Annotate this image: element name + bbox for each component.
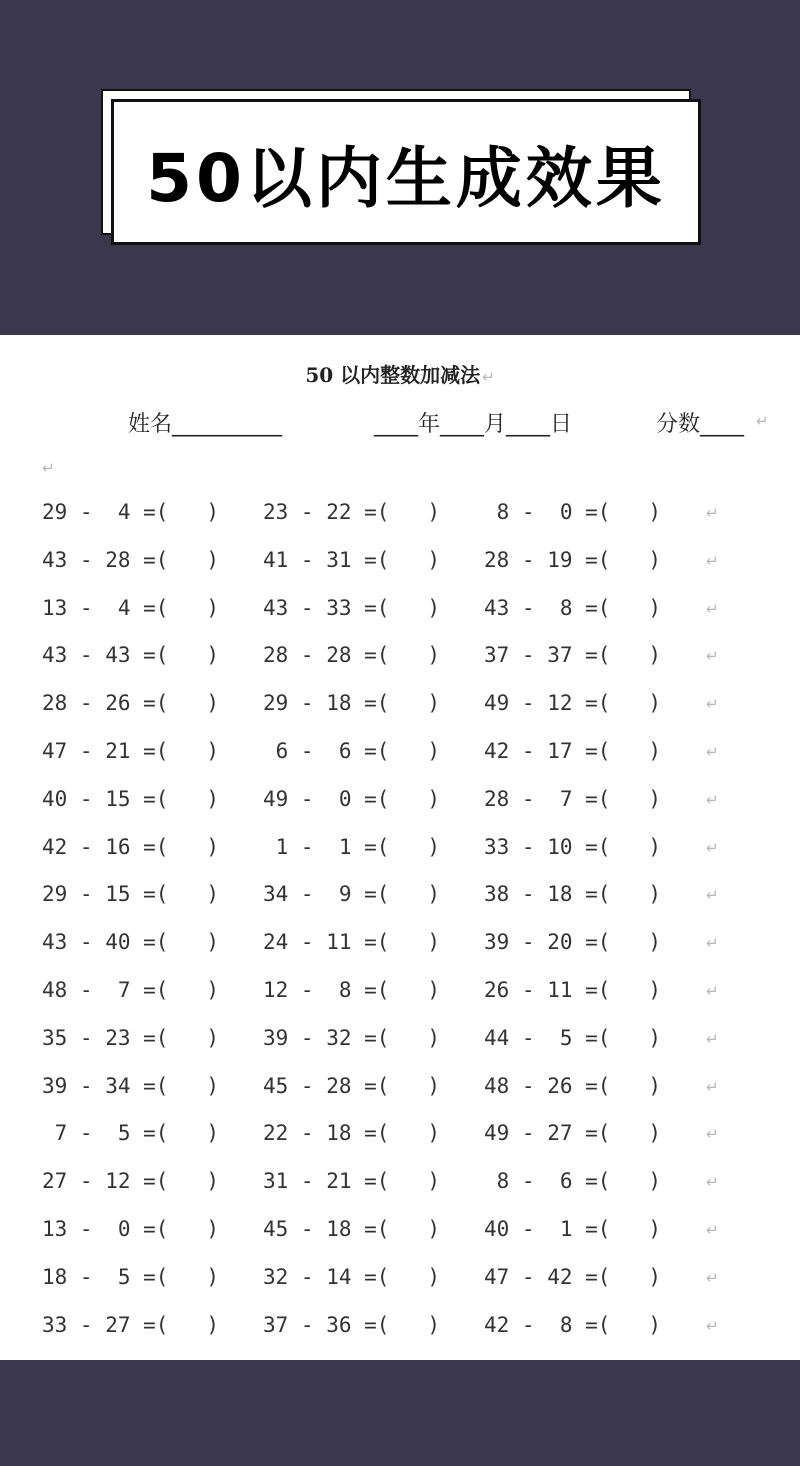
- problem-row: [0, 691, 800, 739]
- problem-item: 34 - 9 =( ): [263, 882, 441, 907]
- paragraph-mark-icon: ↵: [706, 790, 719, 809]
- problem-item: 29 - 15 =( ): [42, 882, 220, 907]
- paragraph-mark-icon: ↵: [706, 599, 719, 618]
- problem-item: 1 - 1 =( ): [263, 834, 441, 859]
- problem-item: 42 - 17 =( ): [484, 738, 662, 763]
- problem-row: [0, 643, 800, 691]
- problem-row: [0, 835, 800, 883]
- problem-item: 28 - 7 =( ): [484, 786, 662, 811]
- problem-item: 26 - 11 =( ): [484, 977, 662, 1002]
- problem-item: 37 - 37 =( ): [484, 643, 662, 668]
- problem-item: 32 - 14 =( ): [263, 1264, 441, 1289]
- problem-item: 27 - 12 =( ): [42, 1169, 220, 1194]
- problem-item: 13 - 4 =( ): [42, 595, 220, 620]
- problem-row: [0, 1313, 800, 1361]
- problem-item: 24 - 11 =( ): [263, 930, 441, 955]
- paragraph-mark-icon: ↵: [706, 1173, 719, 1192]
- problem-item: 39 - 32 =( ): [263, 1025, 441, 1050]
- problem-row: [0, 882, 800, 930]
- problem-item: 43 - 8 =( ): [484, 595, 662, 620]
- problem-item: 29 - 18 =( ): [263, 691, 441, 716]
- paragraph-mark-icon: ↵: [706, 1125, 719, 1144]
- paragraph-mark-icon: ↵: [706, 647, 719, 666]
- problem-row: [0, 1169, 800, 1217]
- problem-item: 49 - 0 =( ): [263, 786, 441, 811]
- problem-row: [0, 1121, 800, 1169]
- paragraph-mark-icon: ↵: [482, 368, 495, 386]
- problem-item: 43 - 40 =( ): [42, 930, 220, 955]
- paragraph-mark-icon: ↵: [706, 838, 719, 857]
- worksheet-title: [0, 359, 800, 388]
- problem-item: 49 - 12 =( ): [484, 691, 662, 716]
- problem-item: 42 - 16 =( ): [42, 834, 220, 859]
- problem-item: 28 - 19 =( ): [484, 547, 662, 572]
- paragraph-mark-icon: ↵: [706, 551, 719, 570]
- problem-item: 39 - 34 =( ): [42, 1073, 220, 1098]
- problem-item: 28 - 26 =( ): [42, 691, 220, 716]
- paragraph-mark-icon: ↵: [706, 1268, 719, 1287]
- worksheet-page: [0, 335, 800, 1360]
- problem-item: 12 - 8 =( ): [263, 977, 441, 1002]
- problem-item: 13 - 0 =( ): [42, 1216, 220, 1241]
- paragraph-mark-icon: ↵: [756, 412, 769, 430]
- problem-item: 22 - 18 =( ): [263, 1121, 441, 1146]
- problem-row: [0, 500, 800, 548]
- banner-title: 50以内生成效果: [146, 139, 666, 217]
- problem-item: 28 - 28 =( ): [263, 643, 441, 668]
- bottom-background: [0, 1360, 800, 1466]
- problem-item: 7 - 5 =( ): [42, 1121, 220, 1146]
- problem-row: [0, 787, 800, 835]
- problem-row: [0, 1265, 800, 1313]
- problem-item: 6 - 6 =( ): [263, 738, 441, 763]
- date-field-label: ____年____月____日: [374, 412, 573, 437]
- problem-item: 39 - 20 =( ): [484, 930, 662, 955]
- problem-item: 41 - 31 =( ): [263, 547, 441, 572]
- problem-item: 35 - 23 =( ): [42, 1025, 220, 1050]
- name-field-label: 姓名__________: [128, 412, 283, 437]
- paragraph-mark-icon: ↵: [706, 1316, 719, 1335]
- paragraph-mark-icon: ↵: [42, 459, 55, 477]
- paragraph-mark-icon: ↵: [706, 981, 719, 1000]
- problem-item: 8 - 6 =( ): [484, 1169, 662, 1194]
- worksheet-title-text: 50 以内整数加减法: [305, 363, 481, 387]
- problem-row: [0, 1217, 800, 1265]
- problem-item: 43 - 43 =( ): [42, 643, 220, 668]
- problem-item: 8 - 0 =( ): [484, 500, 662, 524]
- paragraph-mark-icon: ↵: [706, 1077, 719, 1096]
- paragraph-mark-icon: ↵: [706, 1220, 719, 1239]
- problem-item: 45 - 18 =( ): [263, 1216, 441, 1241]
- problem-item: 47 - 21 =( ): [42, 738, 220, 763]
- score-field-label: 分数____: [656, 412, 745, 437]
- problem-row: [0, 596, 800, 644]
- paragraph-mark-icon: ↵: [706, 934, 719, 953]
- problem-row: [0, 1026, 800, 1074]
- problem-item: 49 - 27 =( ): [484, 1121, 662, 1146]
- problem-item: 48 - 7 =( ): [42, 977, 220, 1002]
- problem-item: 31 - 21 =( ): [263, 1169, 441, 1194]
- problem-item: 48 - 26 =( ): [484, 1073, 662, 1098]
- paragraph-mark-icon: ↵: [706, 504, 719, 522]
- problem-item: 33 - 27 =( ): [42, 1312, 220, 1337]
- problem-item: 42 - 8 =( ): [484, 1312, 662, 1337]
- problem-item: 18 - 5 =( ): [42, 1264, 220, 1289]
- problem-item: 43 - 33 =( ): [263, 595, 441, 620]
- problem-item: 38 - 18 =( ): [484, 882, 662, 907]
- problem-item: 23 - 22 =( ): [263, 500, 441, 524]
- problem-row: [0, 548, 800, 596]
- problem-item: 40 - 1 =( ): [484, 1216, 662, 1241]
- problem-item: 29 - 4 =( ): [42, 500, 220, 524]
- problem-row: [0, 1074, 800, 1122]
- problem-row: [0, 739, 800, 787]
- problem-item: 33 - 10 =( ): [484, 834, 662, 859]
- problem-item: 45 - 28 =( ): [263, 1073, 441, 1098]
- problem-item: 40 - 15 =( ): [42, 786, 220, 811]
- problem-item: 44 - 5 =( ): [484, 1025, 662, 1050]
- problem-item: 43 - 28 =( ): [42, 547, 220, 572]
- problem-list: [0, 500, 800, 1360]
- paragraph-mark-icon: ↵: [706, 886, 719, 905]
- paragraph-mark-icon: ↵: [706, 742, 719, 761]
- problem-row: [0, 930, 800, 978]
- paragraph-mark-icon: ↵: [706, 1029, 719, 1048]
- problem-item: 47 - 42 =( ): [484, 1264, 662, 1289]
- student-info-line: [0, 407, 800, 439]
- title-banner: [111, 99, 701, 245]
- paragraph-mark-icon: ↵: [706, 695, 719, 714]
- problem-row: [0, 978, 800, 1026]
- problem-item: 37 - 36 =( ): [263, 1312, 441, 1337]
